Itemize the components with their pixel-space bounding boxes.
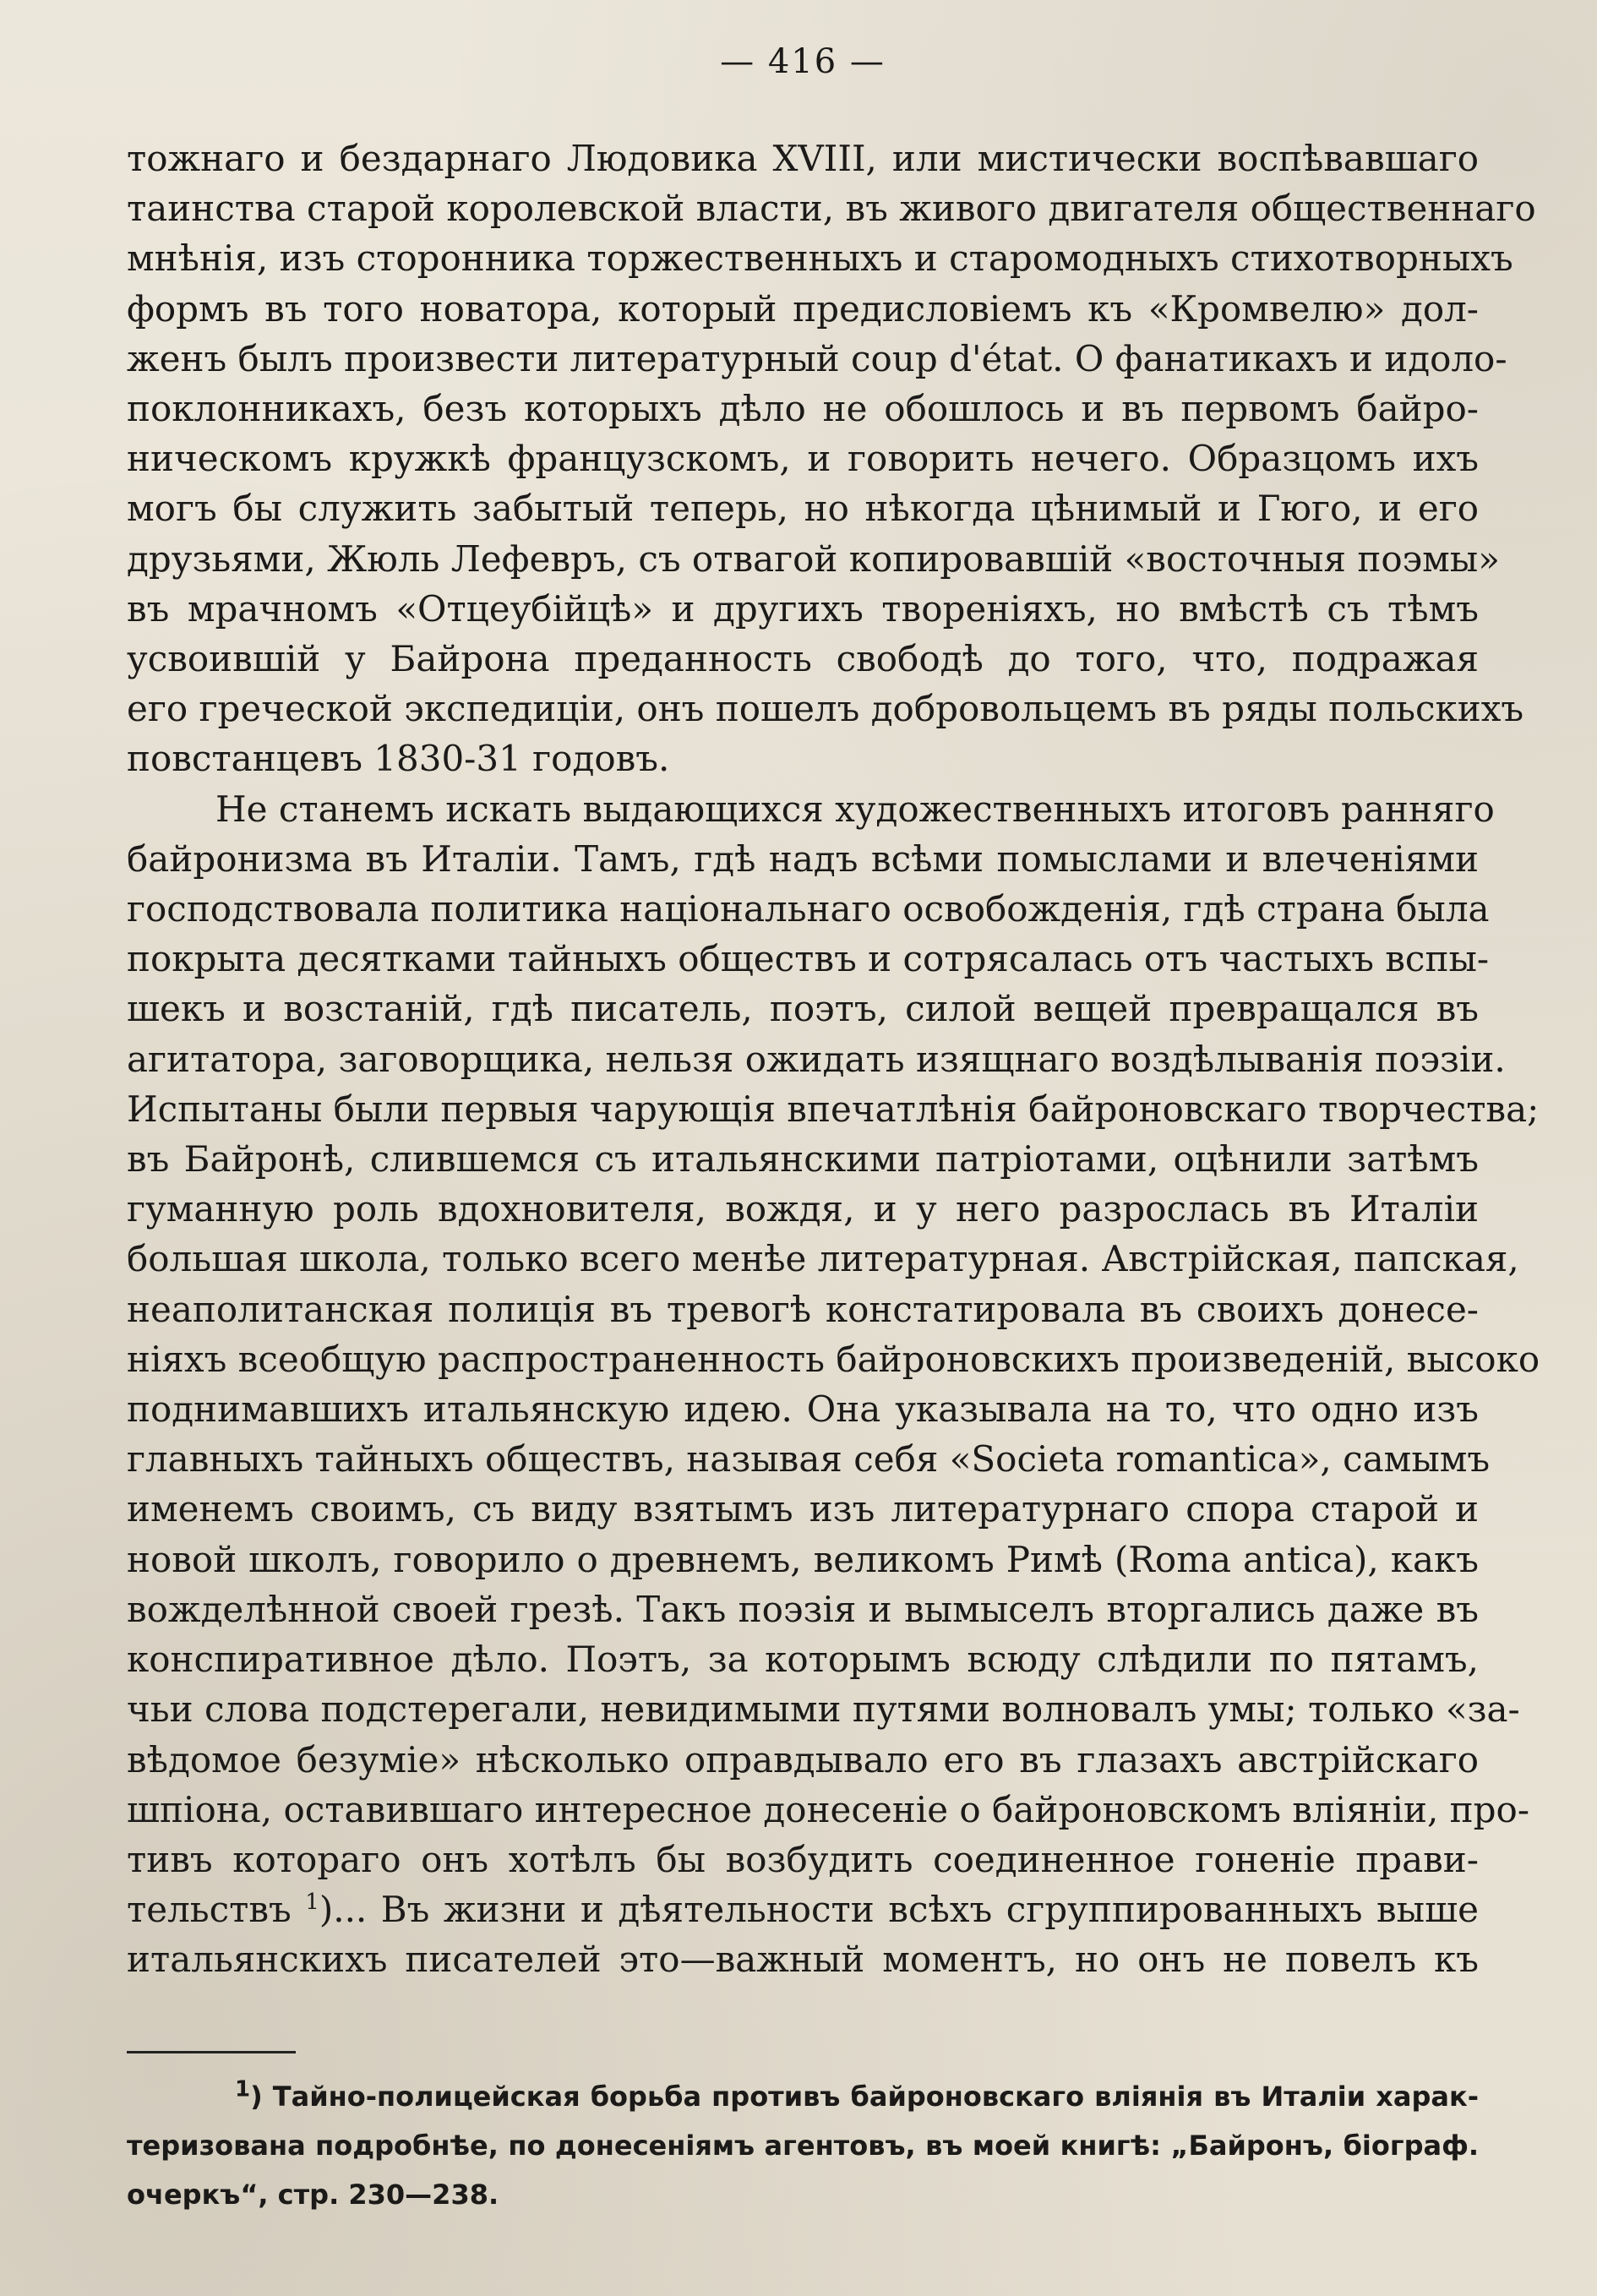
text-line: шпіона, оставившаго интересное донесеніе о байроновскомъ вліяніи, про- <box>127 1788 1530 1830</box>
text-line: усвоившій у Байрона преданность свободѣ до того, что, подражая <box>127 638 1479 680</box>
text-line: его греческой экспедиціи, онъ пошелъ добровольцемъ въ ряды польскихъ <box>127 688 1524 730</box>
main-text <box>127 134 1540 1985</box>
text-line: женъ былъ произвести литературный coup d'état. О фанатикахъ и идоло- <box>127 337 1507 379</box>
text-line: тожнаго и бездарнаго Людовика XVIII, или мистически воспѣвавшаго <box>127 138 1479 179</box>
text-line: могъ бы служить забытый теперь, но нѣкогда цѣнимый и Гюго, и его <box>127 488 1479 530</box>
text-line: мнѣнія, изъ сторонника торжественныхъ и старомодныхъ стихотворныхъ <box>127 237 1513 280</box>
text-line: вѣдомое безуміе» нѣсколько оправдывало его въ глазахъ австрійскаго <box>127 1738 1479 1781</box>
text-line: въ мрачномъ «Отцеубійцѣ» и другихъ твореніяхъ, но вмѣстѣ съ тѣмъ <box>127 587 1479 630</box>
footnote-line: теризована подробнѣе, по донесеніямъ агентовъ, въ моей книгѣ: „Байронъ, біограф. <box>127 2129 1479 2162</box>
text-line: главныхъ тайныхъ обществъ, называя себя «Societa romantica», самымъ <box>127 1438 1491 1481</box>
footnote-marker: 1 <box>235 2075 251 2102</box>
text-line: шекъ и возстаній, гдѣ писатель, поэтъ, силой вещей превращался въ <box>127 988 1479 1030</box>
footnotes <box>127 2072 1479 2219</box>
text-line: тивъ котораго онъ хотѣлъ бы возбудить соединенное гоненіе прави- <box>127 1838 1479 1880</box>
footnote-line: очеркъ“, стр. 230—238. <box>127 2178 499 2211</box>
text-fragment: тельствъ <box>127 1889 292 1931</box>
text-line: ніяхъ всеобщую распространенность байроновскихъ произведеній, высоко <box>127 1338 1540 1380</box>
text-line: ническомъ кружкѣ французскомъ, и говорить нечего. Образцомъ ихъ <box>127 438 1479 480</box>
text-line: именемъ своимъ, съ виду взятымъ изъ литературнаго спора старой и <box>127 1488 1479 1530</box>
text-line: поклонникахъ, безъ которыхъ дѣло не обошлось и въ первомъ байро- <box>127 388 1479 430</box>
text-line: байронизма въ Италіи. Тамъ, гдѣ надъ всѣми помыслами и влеченіями <box>127 837 1479 880</box>
paragraph-1 <box>127 134 1536 784</box>
footnote-line <box>127 2072 1479 2121</box>
text-line: господствовала политика національнаго освобожденія, гдѣ страна была <box>127 888 1490 930</box>
text-line-with-footnote-ref <box>127 1884 1479 1934</box>
page-number: — 416 — <box>720 42 886 81</box>
text-line: Испытаны были первыя чарующія впечатлѣнія байроновскаго творчества; <box>127 1088 1540 1130</box>
text-line: неаполитанская полиція въ тревогѣ констатировала въ своихъ донесе- <box>127 1288 1479 1330</box>
text-line: конспиративное дѣло. Поэтъ, за которымъ всюду слѣдили по пятамъ, <box>127 1639 1479 1681</box>
paragraph-2 <box>127 784 1540 1985</box>
text-line: повстанцевъ 1830-31 годовъ. <box>127 738 670 780</box>
footnote-divider <box>127 2051 296 2053</box>
text-line: агитатора, заговорщика, нельзя ожидать изящнаго воздѣлыванія поэзіи. <box>127 1038 1506 1080</box>
text-line: въ Байронѣ, слившемся съ итальянскими патріотами, оцѣнили затѣмъ <box>127 1138 1479 1181</box>
book-page <box>127 34 1540 2265</box>
text-line: итальянскихъ писателей это—важный моментъ, но онъ не повелъ къ <box>127 1939 1479 1981</box>
text-line: новой школъ, говорило о древнемъ, великомъ Римѣ (Roma antica), какъ <box>127 1538 1479 1580</box>
text-line: большая школа, только всего менѣе литературная. Австрійская, папская, <box>127 1238 1519 1280</box>
text-line: чьи слова подстерегали, невидимыми путями волновалъ умы; только «за- <box>127 1688 1520 1731</box>
text-line: Не станемъ искать выдающихся художественныхъ итоговъ ранняго <box>215 788 1495 830</box>
text-line: вожделѣнной своей грезѣ. Такъ поэзія и вымыселъ вторгались даже въ <box>127 1588 1479 1630</box>
text-line: таинства старой королевской власти, въ живого двигателя общественнаго <box>127 188 1536 230</box>
footnote-reference[interactable]: 1 <box>305 1890 319 1916</box>
text-line: поднимавшихъ итальянскую идею. Она указывала на то, что одно изъ <box>127 1388 1479 1431</box>
text-fragment: )... Въ жизни и дѣятельности всѣхъ сгруппированныхъ выше <box>319 1889 1479 1931</box>
text-fragment: ) Тайно-полицейская борьба противъ байроновскаго вліянія въ Италіи харак- <box>250 2080 1479 2113</box>
text-line: гуманную роль вдохновителя, вождя, и у него разрослась въ Италіи <box>127 1188 1479 1230</box>
text-line: друзьями, Жюль Лефевръ, съ отвагой копировавшій «восточныя поэмы» <box>127 537 1500 580</box>
text-line: формъ въ того новатора, который предисловіемъ къ «Кромвелю» дол- <box>127 287 1479 330</box>
text-line: покрыта десятками тайныхъ обществъ и сотрясалась отъ частыхъ вспы- <box>127 938 1490 980</box>
